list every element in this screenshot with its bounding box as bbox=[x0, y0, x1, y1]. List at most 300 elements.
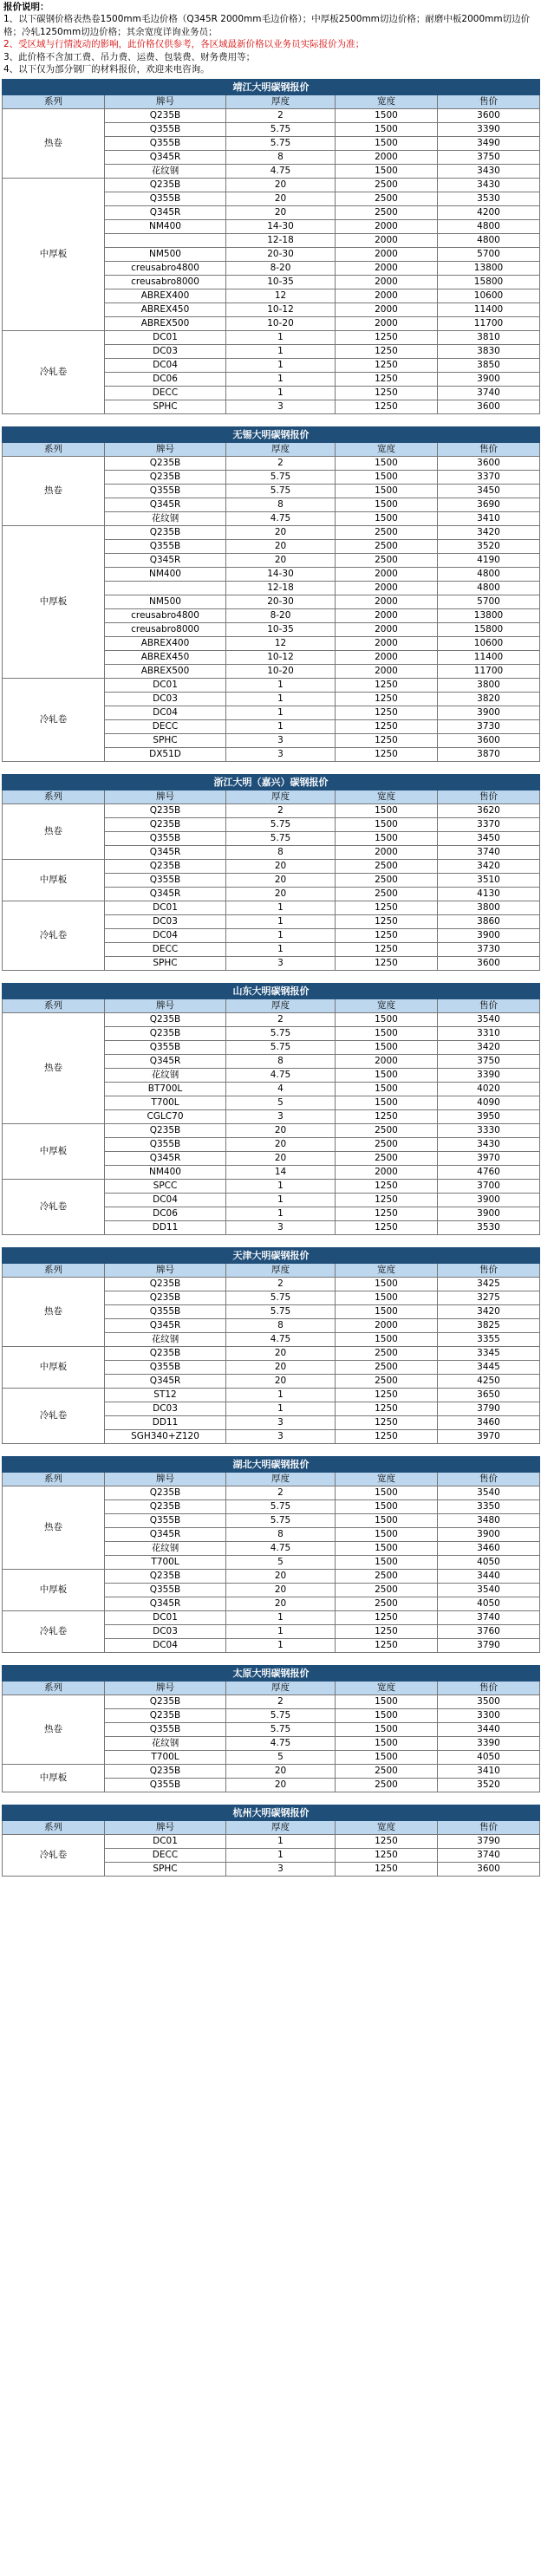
table-cell: 1 bbox=[226, 1207, 336, 1221]
table-row bbox=[3, 1389, 540, 1402]
table-cell: DC04 bbox=[105, 1639, 226, 1653]
table-cell: 1250 bbox=[336, 359, 438, 373]
table-cell: 3420 bbox=[438, 1041, 540, 1055]
notes-line: 2、受区域与行情波动的影响，此价格仅供参考，各区域最新价格以业务员实际报价为准； bbox=[3, 39, 365, 50]
table-cell: 3 bbox=[226, 1863, 336, 1877]
table-cell: 20 bbox=[226, 888, 336, 901]
table-cell: 20 bbox=[226, 1152, 336, 1166]
table-cell: Q345R bbox=[105, 151, 226, 165]
table-cell: DC03 bbox=[105, 1402, 226, 1416]
table-cell: 3460 bbox=[438, 1542, 540, 1556]
table-cell: 5.75 bbox=[226, 137, 336, 151]
table-row bbox=[3, 109, 540, 123]
table-cell: Q235B bbox=[105, 1347, 226, 1361]
table-cell: 2000 bbox=[336, 846, 438, 860]
price-section bbox=[2, 79, 539, 414]
table-cell: 1500 bbox=[336, 512, 438, 526]
table-cell: 3 bbox=[226, 748, 336, 762]
table-cell: creusabro4800 bbox=[105, 609, 226, 623]
table-cell: 1250 bbox=[336, 1835, 438, 1849]
table-cell: Q235B bbox=[105, 179, 226, 192]
table-cell: 12-18 bbox=[226, 582, 336, 595]
table-cell: 4.75 bbox=[226, 1542, 336, 1556]
table-cell: 1500 bbox=[336, 818, 438, 832]
table-cell: 3860 bbox=[438, 915, 540, 929]
table-cell: 3420 bbox=[438, 860, 540, 874]
table-cell: 5.75 bbox=[226, 471, 336, 485]
table-cell: 花纹钢 bbox=[105, 1737, 226, 1751]
column-header: 系列 bbox=[3, 443, 105, 457]
table-cell: 2000 bbox=[336, 234, 438, 248]
table-cell: 1 bbox=[226, 1402, 336, 1416]
table-cell: 3800 bbox=[438, 679, 540, 693]
table-cell: 1500 bbox=[336, 1083, 438, 1096]
table-cell: 3350 bbox=[438, 1500, 540, 1514]
series-cell: 热卷 bbox=[3, 109, 105, 179]
price-section bbox=[2, 1665, 539, 1792]
table-cell: 5.75 bbox=[226, 832, 336, 846]
column-header: 系列 bbox=[3, 790, 105, 804]
table-cell: 3730 bbox=[438, 943, 540, 957]
table-cell: NM500 bbox=[105, 248, 226, 262]
table-row bbox=[3, 1013, 540, 1027]
table-cell: ABREX400 bbox=[105, 289, 226, 303]
table-cell: 2500 bbox=[336, 874, 438, 888]
table-cell: Q345R bbox=[105, 1319, 226, 1333]
column-header: 宽度 bbox=[336, 1473, 438, 1486]
table-cell: 3530 bbox=[438, 192, 540, 206]
section-title-row bbox=[3, 1805, 540, 1821]
table-cell: 1500 bbox=[336, 1556, 438, 1570]
table-cell: 2000 bbox=[336, 276, 438, 289]
table-cell: 20 bbox=[226, 1375, 336, 1389]
table-cell: SPHC bbox=[105, 400, 226, 414]
table-cell: 5.75 bbox=[226, 1723, 336, 1737]
column-header: 牌号 bbox=[105, 443, 226, 457]
price-section bbox=[2, 1247, 539, 1444]
column-header: 厚度 bbox=[226, 1821, 336, 1835]
table-cell: Q355B bbox=[105, 874, 226, 888]
table-cell: DC01 bbox=[105, 901, 226, 915]
table-cell: DC04 bbox=[105, 929, 226, 943]
table-cell: ABREX500 bbox=[105, 665, 226, 679]
column-header: 系列 bbox=[3, 999, 105, 1013]
table-row bbox=[3, 457, 540, 471]
table-cell: 3830 bbox=[438, 345, 540, 359]
table-cell: DC03 bbox=[105, 915, 226, 929]
table-cell: 3810 bbox=[438, 331, 540, 345]
column-header: 售价 bbox=[438, 790, 540, 804]
table-cell: DC03 bbox=[105, 1625, 226, 1639]
table-cell: 20 bbox=[226, 1124, 336, 1138]
table-cell: Q345R bbox=[105, 498, 226, 512]
table-cell: 11700 bbox=[438, 665, 540, 679]
table-cell: 10-20 bbox=[226, 665, 336, 679]
table-cell: 1250 bbox=[336, 1625, 438, 1639]
table-cell: 1500 bbox=[336, 123, 438, 137]
table-cell: 5 bbox=[226, 1751, 336, 1765]
table-cell: 2000 bbox=[336, 317, 438, 331]
table-cell: 3355 bbox=[438, 1333, 540, 1347]
table-cell: T700L bbox=[105, 1096, 226, 1110]
section-title: 山东大明碳钢报价 bbox=[3, 984, 540, 999]
series-cell: 热卷 bbox=[3, 1695, 105, 1765]
table-cell: 1 bbox=[226, 706, 336, 720]
column-header: 售价 bbox=[438, 1821, 540, 1835]
table-cell: 4050 bbox=[438, 1597, 540, 1611]
series-cell: 中厚板 bbox=[3, 1570, 105, 1611]
table-cell: 花纹钢 bbox=[105, 1542, 226, 1556]
price-sheet bbox=[2, 0, 539, 1877]
table-cell: 3740 bbox=[438, 387, 540, 400]
table-cell: 3800 bbox=[438, 901, 540, 915]
table-cell: 4 bbox=[226, 1083, 336, 1096]
table-cell: 13800 bbox=[438, 262, 540, 276]
table-cell: 2500 bbox=[336, 1347, 438, 1361]
table-cell: 8 bbox=[226, 151, 336, 165]
table-cell: DC06 bbox=[105, 373, 226, 387]
table-cell: 20 bbox=[226, 540, 336, 554]
table-cell: Q235B bbox=[105, 1570, 226, 1584]
table-cell: 2500 bbox=[336, 206, 438, 220]
table-cell: creusabro8000 bbox=[105, 623, 226, 637]
section-title: 浙江大明（嘉兴）碳钢报价 bbox=[3, 775, 540, 790]
table-cell: DC01 bbox=[105, 331, 226, 345]
table-cell: 3600 bbox=[438, 957, 540, 971]
quote-notes bbox=[2, 0, 539, 75]
column-header: 系列 bbox=[3, 1264, 105, 1278]
table-cell: 1500 bbox=[336, 1278, 438, 1291]
price-section bbox=[2, 983, 539, 1235]
table-cell: 3310 bbox=[438, 1027, 540, 1041]
table-cell: 花纹钢 bbox=[105, 1069, 226, 1083]
price-section bbox=[2, 426, 539, 762]
table-cell: 2500 bbox=[336, 179, 438, 192]
table-cell: 5 bbox=[226, 1096, 336, 1110]
price-table bbox=[2, 79, 540, 414]
column-header: 售价 bbox=[438, 999, 540, 1013]
table-cell: 3370 bbox=[438, 818, 540, 832]
column-header: 厚度 bbox=[226, 95, 336, 109]
column-header: 系列 bbox=[3, 1821, 105, 1835]
table-row bbox=[3, 804, 540, 818]
column-header: 系列 bbox=[3, 95, 105, 109]
column-header: 牌号 bbox=[105, 1264, 226, 1278]
table-cell: 1250 bbox=[336, 679, 438, 693]
table-cell: 3600 bbox=[438, 1863, 540, 1877]
column-header: 厚度 bbox=[226, 443, 336, 457]
table-cell: 3600 bbox=[438, 109, 540, 123]
table-cell: 3540 bbox=[438, 1013, 540, 1027]
table-cell: ABREX450 bbox=[105, 651, 226, 665]
series-cell: 中厚板 bbox=[3, 526, 105, 679]
table-cell: 3390 bbox=[438, 1737, 540, 1751]
column-header: 售价 bbox=[438, 1682, 540, 1695]
table-cell: NM400 bbox=[105, 1166, 226, 1180]
table-cell: 3500 bbox=[438, 1695, 540, 1709]
table-cell: 1 bbox=[226, 929, 336, 943]
table-cell: 1 bbox=[226, 1389, 336, 1402]
column-header: 宽度 bbox=[336, 443, 438, 457]
table-cell: 3300 bbox=[438, 1709, 540, 1723]
column-header: 牌号 bbox=[105, 999, 226, 1013]
table-cell: 1500 bbox=[336, 1751, 438, 1765]
table-cell: Q355B bbox=[105, 1779, 226, 1792]
table-cell: 3970 bbox=[438, 1430, 540, 1444]
table-cell: 20 bbox=[226, 1597, 336, 1611]
series-cell: 冷轧卷 bbox=[3, 1835, 105, 1877]
section-title-row bbox=[3, 1457, 540, 1473]
price-table bbox=[2, 1456, 540, 1653]
table-cell: 5.75 bbox=[226, 1027, 336, 1041]
header-row bbox=[3, 1473, 540, 1486]
table-cell: 1 bbox=[226, 359, 336, 373]
table-cell: BT700L bbox=[105, 1083, 226, 1096]
table-cell: Q235B bbox=[105, 804, 226, 818]
section-title: 杭州大明碳钢报价 bbox=[3, 1805, 540, 1821]
table-cell: 5700 bbox=[438, 595, 540, 609]
table-cell: 1250 bbox=[336, 1611, 438, 1625]
table-cell: 2000 bbox=[336, 151, 438, 165]
table-cell: 10-20 bbox=[226, 317, 336, 331]
table-cell: DECC bbox=[105, 1849, 226, 1863]
table-cell: 3900 bbox=[438, 1194, 540, 1207]
series-cell: 冷轧卷 bbox=[3, 1180, 105, 1235]
column-header: 宽度 bbox=[336, 1821, 438, 1835]
table-cell: 1 bbox=[226, 1180, 336, 1194]
table-cell: 10-12 bbox=[226, 303, 336, 317]
table-cell: 花纹钢 bbox=[105, 165, 226, 179]
table-cell: 20 bbox=[226, 179, 336, 192]
table-cell: 1500 bbox=[336, 1041, 438, 1055]
table-cell: 8 bbox=[226, 1055, 336, 1069]
table-cell: 20 bbox=[226, 860, 336, 874]
table-cell: 1250 bbox=[336, 1430, 438, 1444]
column-header: 售价 bbox=[438, 1473, 540, 1486]
table-cell: Q235B bbox=[105, 1709, 226, 1723]
table-cell: Q235B bbox=[105, 526, 226, 540]
table-cell: 20 bbox=[226, 1779, 336, 1792]
table-row bbox=[3, 1347, 540, 1361]
table-cell: 3420 bbox=[438, 1305, 540, 1319]
table-cell: 4050 bbox=[438, 1556, 540, 1570]
table-cell: 3460 bbox=[438, 1416, 540, 1430]
table-cell: Q355B bbox=[105, 540, 226, 554]
table-cell: 15800 bbox=[438, 276, 540, 289]
header-row bbox=[3, 1821, 540, 1835]
table-cell: 1 bbox=[226, 1194, 336, 1207]
table-cell: Q235B bbox=[105, 1278, 226, 1291]
table-cell: 1500 bbox=[336, 804, 438, 818]
table-cell: 2000 bbox=[336, 595, 438, 609]
table-cell: 1250 bbox=[336, 748, 438, 762]
table-cell: 2000 bbox=[336, 303, 438, 317]
header-row bbox=[3, 999, 540, 1013]
table-cell: 花纹钢 bbox=[105, 512, 226, 526]
table-cell: 2000 bbox=[336, 568, 438, 582]
table-cell: 1500 bbox=[336, 1709, 438, 1723]
table-cell: 2000 bbox=[336, 651, 438, 665]
table-cell: 2 bbox=[226, 457, 336, 471]
table-cell: 1250 bbox=[336, 943, 438, 957]
table-cell: 2000 bbox=[336, 289, 438, 303]
table-cell: 1500 bbox=[336, 1291, 438, 1305]
table-cell: 3820 bbox=[438, 693, 540, 706]
table-cell: 3540 bbox=[438, 1486, 540, 1500]
table-cell: 1250 bbox=[336, 1639, 438, 1653]
table-cell: 3510 bbox=[438, 874, 540, 888]
table-cell: 2000 bbox=[336, 262, 438, 276]
section-title-row bbox=[3, 1666, 540, 1682]
table-cell: 3870 bbox=[438, 748, 540, 762]
table-cell bbox=[105, 234, 226, 248]
column-header: 宽度 bbox=[336, 999, 438, 1013]
table-cell: 1250 bbox=[336, 706, 438, 720]
table-cell: 3 bbox=[226, 734, 336, 748]
table-cell bbox=[105, 582, 226, 595]
table-cell: 1500 bbox=[336, 832, 438, 846]
column-header: 厚度 bbox=[226, 999, 336, 1013]
table-cell: 1250 bbox=[336, 400, 438, 414]
table-cell: 3410 bbox=[438, 512, 540, 526]
column-header: 系列 bbox=[3, 1682, 105, 1695]
price-table bbox=[2, 1665, 540, 1792]
table-cell: Q235B bbox=[105, 860, 226, 874]
table-cell: T700L bbox=[105, 1751, 226, 1765]
table-cell: NM400 bbox=[105, 568, 226, 582]
table-cell: Q355B bbox=[105, 832, 226, 846]
column-header: 售价 bbox=[438, 1264, 540, 1278]
table-cell: 3450 bbox=[438, 832, 540, 846]
price-section bbox=[2, 1805, 539, 1877]
table-cell: ABREX450 bbox=[105, 303, 226, 317]
notes-lines bbox=[3, 13, 538, 75]
column-header: 售价 bbox=[438, 443, 540, 457]
table-cell: 4800 bbox=[438, 582, 540, 595]
table-cell: Q235B bbox=[105, 457, 226, 471]
table-cell: 3425 bbox=[438, 1278, 540, 1291]
table-row bbox=[3, 1765, 540, 1779]
table-cell: 1 bbox=[226, 331, 336, 345]
table-cell: 3450 bbox=[438, 485, 540, 498]
table-cell: Q235B bbox=[105, 1486, 226, 1500]
table-cell: 5.75 bbox=[226, 1305, 336, 1319]
table-cell: 3275 bbox=[438, 1291, 540, 1305]
column-header: 牌号 bbox=[105, 1682, 226, 1695]
table-cell: 3 bbox=[226, 1221, 336, 1235]
table-cell: 1500 bbox=[336, 498, 438, 512]
table-cell: 3430 bbox=[438, 179, 540, 192]
table-cell: 3430 bbox=[438, 1138, 540, 1152]
notes-line: 4、以下仅为部分钢厂的材料报价，欢迎来电咨询。 bbox=[3, 64, 210, 75]
table-cell: 8-20 bbox=[226, 609, 336, 623]
table-cell: 3900 bbox=[438, 1207, 540, 1221]
table-cell: SGH340+Z120 bbox=[105, 1430, 226, 1444]
table-cell: 4760 bbox=[438, 1166, 540, 1180]
table-cell: Q345R bbox=[105, 1528, 226, 1542]
table-cell: 1250 bbox=[336, 720, 438, 734]
table-cell: 1250 bbox=[336, 901, 438, 915]
table-cell: 10600 bbox=[438, 289, 540, 303]
table-cell: 5.75 bbox=[226, 1514, 336, 1528]
table-cell: 8 bbox=[226, 1319, 336, 1333]
table-cell: creusabro4800 bbox=[105, 262, 226, 276]
column-header: 牌号 bbox=[105, 1473, 226, 1486]
table-cell: 1500 bbox=[336, 137, 438, 151]
table-cell: 3420 bbox=[438, 526, 540, 540]
table-cell: 1500 bbox=[336, 1695, 438, 1709]
table-cell: DECC bbox=[105, 387, 226, 400]
table-cell: 1 bbox=[226, 915, 336, 929]
table-cell: 3 bbox=[226, 400, 336, 414]
table-cell: 2000 bbox=[336, 623, 438, 637]
table-cell: Q235B bbox=[105, 1291, 226, 1305]
table-cell: 20 bbox=[226, 874, 336, 888]
table-cell: 1250 bbox=[336, 915, 438, 929]
price-table bbox=[2, 774, 540, 971]
header-row bbox=[3, 95, 540, 109]
table-cell: DECC bbox=[105, 943, 226, 957]
table-cell: 3900 bbox=[438, 1528, 540, 1542]
table-cell: 20 bbox=[226, 1361, 336, 1375]
table-cell: 12-18 bbox=[226, 234, 336, 248]
column-header: 系列 bbox=[3, 1473, 105, 1486]
series-cell: 中厚板 bbox=[3, 179, 105, 331]
table-cell: 10600 bbox=[438, 637, 540, 651]
table-cell: 2500 bbox=[336, 192, 438, 206]
table-cell: 1250 bbox=[336, 693, 438, 706]
table-cell: 3390 bbox=[438, 123, 540, 137]
table-cell: 2 bbox=[226, 1278, 336, 1291]
table-cell: 3690 bbox=[438, 498, 540, 512]
table-row bbox=[3, 1278, 540, 1291]
table-cell: 1250 bbox=[336, 1221, 438, 1235]
table-cell: 2500 bbox=[336, 1124, 438, 1138]
table-cell: 2 bbox=[226, 1695, 336, 1709]
table-cell: Q355B bbox=[105, 1723, 226, 1737]
table-cell: 3520 bbox=[438, 540, 540, 554]
table-cell: 2500 bbox=[336, 1361, 438, 1375]
table-cell: 3 bbox=[226, 1416, 336, 1430]
table-cell: Q345R bbox=[105, 888, 226, 901]
table-cell: ABREX400 bbox=[105, 637, 226, 651]
table-cell: 1250 bbox=[336, 1389, 438, 1402]
series-cell: 中厚板 bbox=[3, 1347, 105, 1389]
table-cell: 2500 bbox=[336, 554, 438, 568]
column-header: 宽度 bbox=[336, 1264, 438, 1278]
table-cell: 20 bbox=[226, 206, 336, 220]
notes-line: 3、此价格不含加工费、吊力费、运费、包装费、财务费用等； bbox=[3, 51, 256, 62]
table-cell: 20 bbox=[226, 192, 336, 206]
table-cell: 1500 bbox=[336, 457, 438, 471]
table-cell: 3740 bbox=[438, 1849, 540, 1863]
series-cell: 冷轧卷 bbox=[3, 901, 105, 971]
table-cell: Q345R bbox=[105, 1152, 226, 1166]
table-cell: 10-35 bbox=[226, 276, 336, 289]
table-cell: Q345R bbox=[105, 1055, 226, 1069]
table-cell: 20 bbox=[226, 554, 336, 568]
column-header: 宽度 bbox=[336, 95, 438, 109]
table-cell: Q355B bbox=[105, 1584, 226, 1597]
table-cell: 1250 bbox=[336, 373, 438, 387]
table-cell: 20 bbox=[226, 526, 336, 540]
table-cell: Q355B bbox=[105, 1041, 226, 1055]
table-cell: 1500 bbox=[336, 1013, 438, 1027]
table-cell: Q355B bbox=[105, 192, 226, 206]
table-cell: SPHC bbox=[105, 734, 226, 748]
table-cell: DC06 bbox=[105, 1207, 226, 1221]
table-row bbox=[3, 331, 540, 345]
